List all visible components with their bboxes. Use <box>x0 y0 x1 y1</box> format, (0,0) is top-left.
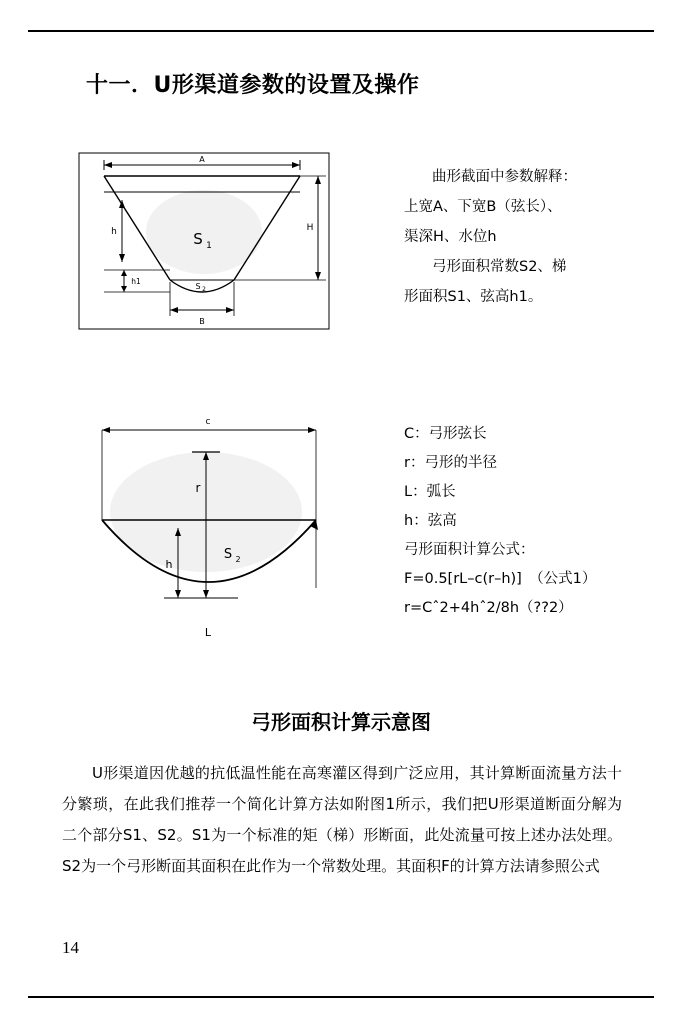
figure1-caption <box>404 162 654 312</box>
figure2-caption <box>404 420 659 623</box>
svg-text:c: c <box>205 417 211 427</box>
svg-text:2: 2 <box>235 555 241 564</box>
figure2-caption-line-2: L：弧长 <box>404 484 456 500</box>
page-number: 14 <box>62 938 79 957</box>
figure-subtitle: 弓形面积计算示意图 <box>251 710 431 734</box>
figure-trapezoid-diagram <box>78 152 330 330</box>
body-paragraph: U形渠道因优越的抗低温性能在高寒灌区得到广泛应用，其计算断面流量方法十分繁琐，在此我们推荐一个简化计算方法如附图1所示，我们把U形渠道断面分解为二个部分S1、S2。S1为一个标准的矩（梯）形断面，此处流量可按上述办法处理。S2为一个弓形断面其面积在此作为一个常数处理。其面积F的计算方法请参照公式 <box>62 764 622 875</box>
page-title: 十一．U形渠道参数的设置及操作 <box>86 73 420 98</box>
figure2-caption-line-0: C：弓形弦长 <box>404 426 487 442</box>
figure-segment-svg <box>88 412 350 652</box>
figure1-caption-line-4: 形面积S1、弦高h1。 <box>404 289 543 305</box>
svg-text:B: B <box>199 317 205 326</box>
figure2-caption-line-4: 弓形面积计算公式： <box>404 542 535 558</box>
figure1-caption-line-3: 弓形面积常数S2、梯 <box>432 259 567 275</box>
figure2-caption-line-1: r：弓形的半径 <box>404 455 497 471</box>
svg-text:h: h <box>165 558 173 571</box>
svg-text:A: A <box>199 155 205 164</box>
figure-trapezoid-svg <box>78 152 330 330</box>
figure2-caption-line-6: r=Cˆ2+4hˆ2/8h（??2） <box>404 600 573 616</box>
svg-text:S: S <box>195 282 201 291</box>
figure1-caption-line-1: 上宽A、下宽B（弦长）、 <box>404 199 562 215</box>
svg-text:h1: h1 <box>131 277 141 286</box>
svg-text:r: r <box>195 481 201 495</box>
figure2-caption-line-5: F=0.5[rL–c(r–h)] （公式1） <box>404 571 597 587</box>
svg-text:1: 1 <box>206 241 212 251</box>
figure1-caption-line-2: 渠深H、水位h <box>404 229 497 245</box>
svg-text:H: H <box>306 223 314 233</box>
svg-text:h: h <box>111 227 117 237</box>
page-border-bottom <box>28 996 654 998</box>
watermark-shape <box>146 190 262 274</box>
page-border-top <box>28 30 654 32</box>
figure2-caption-line-3: h：弦高 <box>404 513 457 529</box>
svg-text:S: S <box>223 547 233 562</box>
svg-text:S: S <box>193 230 203 248</box>
svg-text:2: 2 <box>202 286 206 293</box>
svg-text:L: L <box>204 626 212 639</box>
figure1-caption-line-0: 曲形截面中参数解释： <box>432 169 577 185</box>
figure-segment-diagram <box>88 412 350 652</box>
